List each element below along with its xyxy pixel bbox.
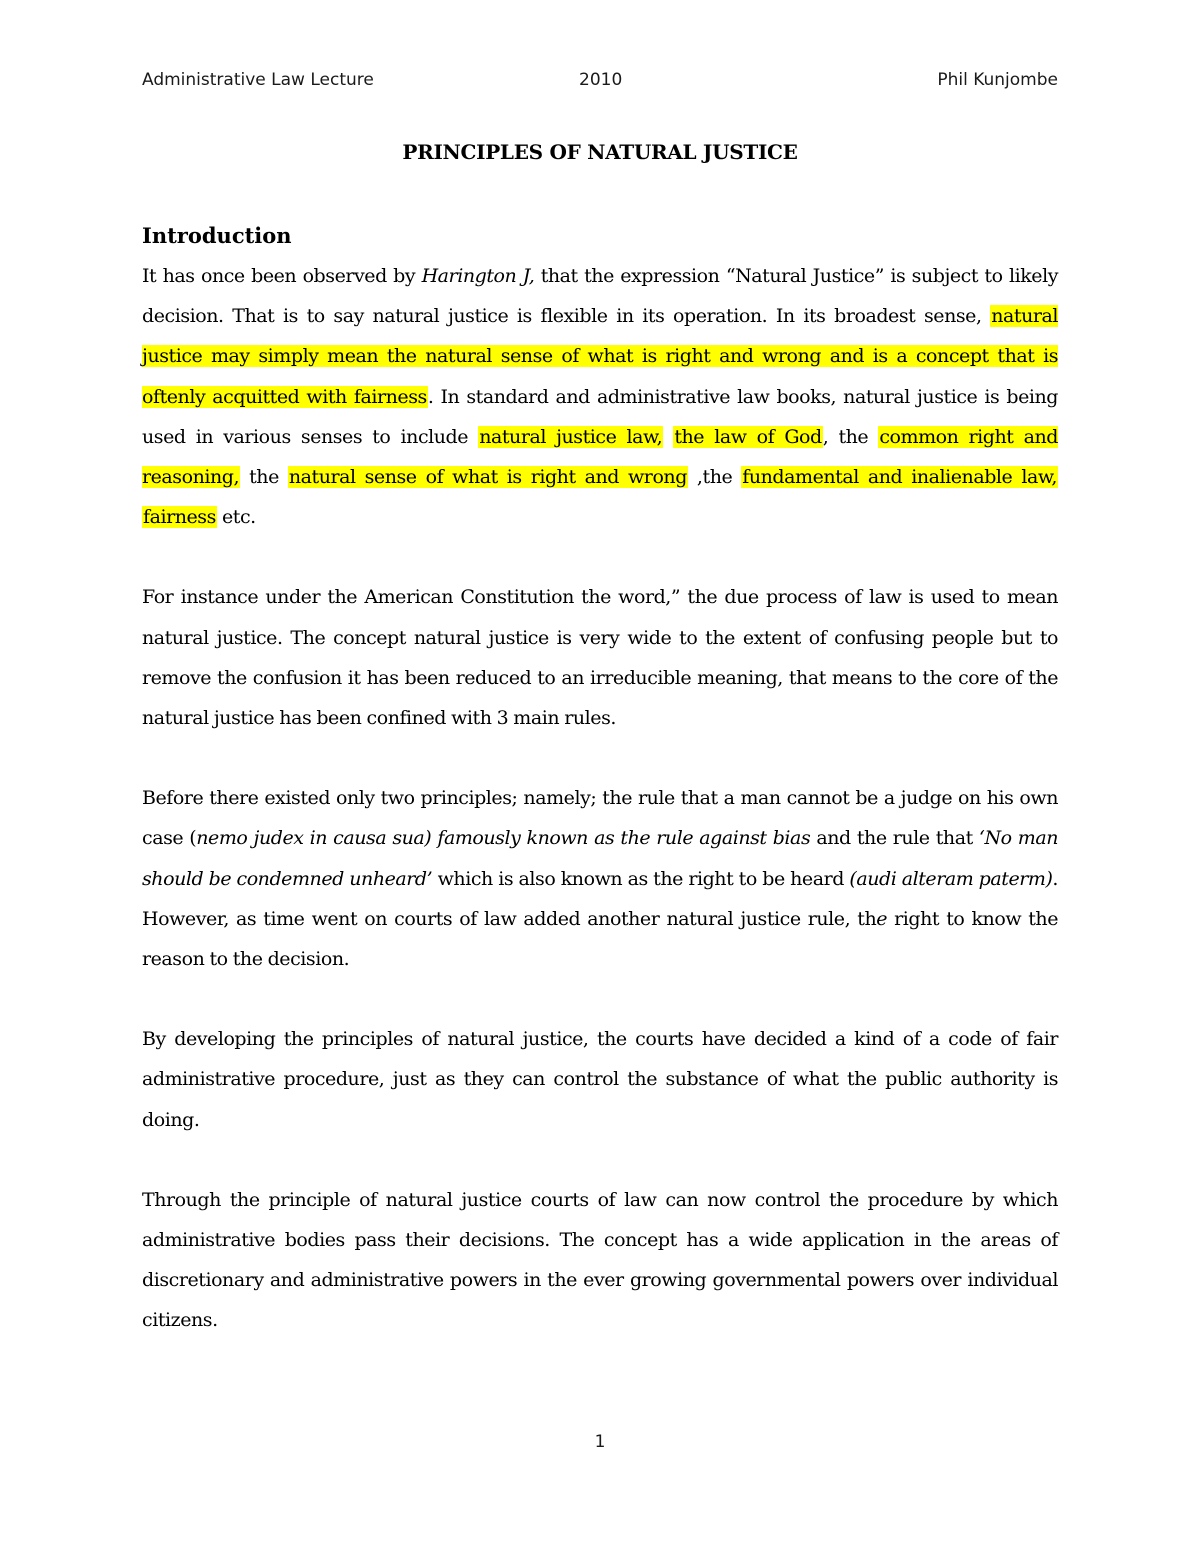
- highlight-fairness: fairness: [143, 506, 216, 529]
- paragraph-4: By developing the principles of natural justice, the courts have decided a kind of a code of fair administrative procedure, just as they can control the substance of what the public authority is doing.: [142, 1028, 1058, 1131]
- header-course-title: Administrative Law Lecture: [142, 70, 374, 90]
- document-title: PRINCIPLES OF NATURAL JUSTICE: [402, 140, 798, 164]
- p3-latin-maxim: nemo judex in causa sua) famously known as the rule against bias: [196, 827, 811, 850]
- paragraph-1: [142, 256, 1058, 537]
- page-number: 1: [594, 1432, 606, 1452]
- highlight-natural-justice-law: natural justice law,: [479, 425, 663, 448]
- paragraph-2: For instance under the American Constitution the word,” the due process of law is used to mean natural justice. The concept natural justice is very wide to the extent of confusing people but to remove the confusion it has been reduced to an irreducible meaning, that means to the core of the natural justice has been confined with 3 main rules.: [142, 586, 1058, 730]
- p3-quote: ‘No man should be condemned unheard’: [142, 827, 1058, 890]
- p1-text: It has once been observed by: [142, 265, 422, 287]
- p3-text: Before there existed only two principles; namely; the rule that a man cannot be a judge on his own case (: [142, 787, 1058, 850]
- p3-latin-maxim-2: (audi alteram paterm): [849, 867, 1053, 890]
- header-author: Phil Kunjombe: [937, 70, 1058, 90]
- p1-text: . In standard and administrative law books, natural justice is being used in various senses to include: [142, 385, 1058, 448]
- p1-judge-name: Harington J,: [421, 265, 535, 287]
- p3-text: and the rule that: [810, 827, 979, 850]
- document-body: [142, 216, 1058, 1341]
- highlight-natural-sense: natural sense of what is right and wrong: [288, 466, 687, 489]
- highlight-common-right: common right and reasoning,: [142, 425, 1058, 489]
- p3-text: . However, as time went on courts of law added another natural justice rule, th: [142, 867, 1059, 930]
- p3-text: right to know the reason to the decision.: [142, 907, 1058, 971]
- page-header: [142, 70, 1058, 98]
- p1-text: , the: [822, 425, 879, 448]
- p1-text: the: [240, 466, 288, 489]
- p3-italic-letter: e: [876, 907, 888, 930]
- p1-text: that the expression “Natural Justice” is subject to likely decision. That is to say natural justice is flexible in its operation. In its broadest sense,: [142, 265, 1059, 328]
- header-year: 2010: [579, 70, 623, 90]
- highlight-law-of-god: the law of God: [674, 425, 822, 448]
- p1-text: ,the: [687, 466, 742, 489]
- p3-text: which is also known as the right to be heard: [432, 867, 850, 890]
- highlight-definition: natural justice may simply mean the natural sense of what is right and wrong and is a concept that is oftenly acquitted with fairness: [142, 305, 1058, 408]
- paragraph-3: [142, 778, 1058, 979]
- section-heading-introduction: Introduction: [142, 223, 292, 248]
- p1-text: etc.: [216, 506, 256, 529]
- highlight-fundamental-law: fundamental and inalienable law,: [742, 466, 1057, 489]
- paragraph-5: Through the principle of natural justice courts of law can now control the procedure by which administrative bodies pass their decisions. The concept has a wide application in the areas of discretionary and administrative powers in the ever growing governmental powers over individual citizens.: [142, 1188, 1058, 1332]
- p1-text: [663, 426, 673, 448]
